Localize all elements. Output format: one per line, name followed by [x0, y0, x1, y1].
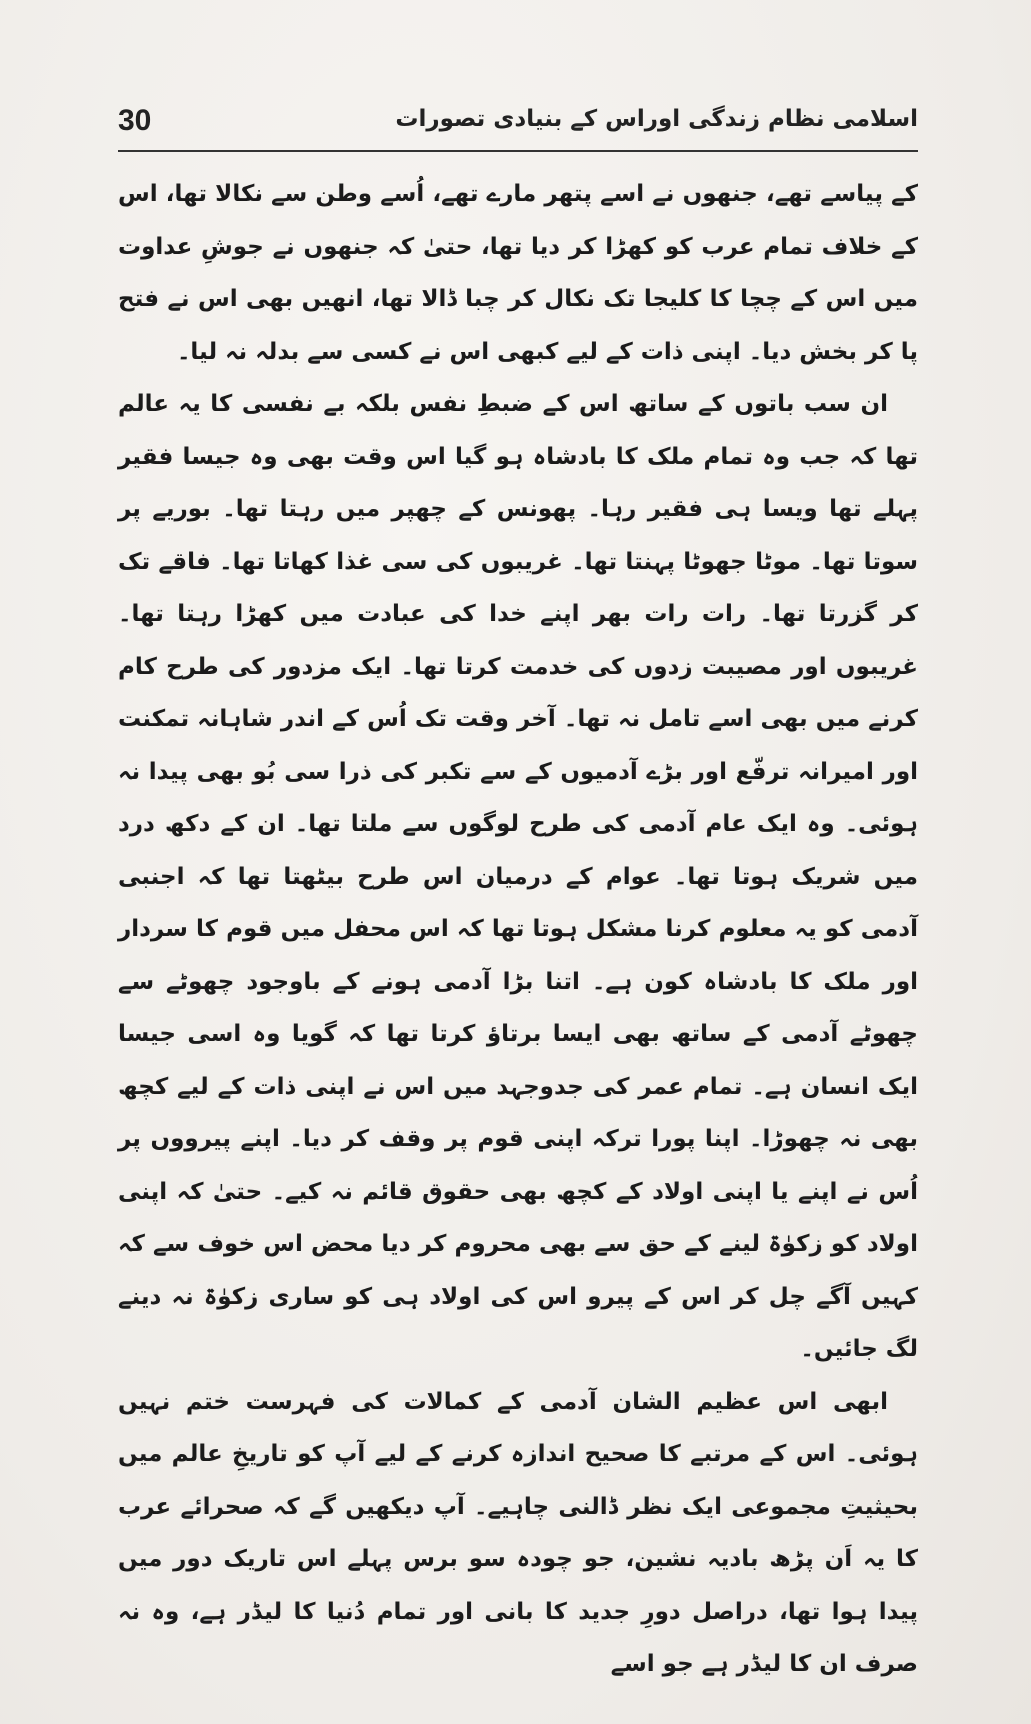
page-header — [118, 98, 918, 150]
body-text — [118, 168, 918, 1691]
paragraph-2: ان سب باتوں کے ساتھ اس کے ضبطِ نفس بلکہ بے نفسی کا یہ عالم تھا کہ جب وہ تمام ملک کا بادشاہ ہو گیا اس وقت بھی وہ جیسا فقیر پہلے تھا ویسا ہی فقیر رہا۔ پھونس کے چھپر میں رہتا تھا۔ بوریے پر سوتا تھا۔ موٹا جھوٹا پہنتا تھا۔ غریبوں کی سی غذا کھاتا تھا۔ فاقے تک کر گزرتا تھا۔ رات رات بھر اپنے خدا کی عبادت میں کھڑا رہتا تھا۔ غریبوں اور مصیبت زدوں کی خدمت کرتا تھا۔ ایک مزدور کی طرح کام کرنے میں بھی اسے تامل نہ تھا۔ آخر وقت تک اُس کے اندر شاہانہ تمکنت اور امیرانہ ترفّع اور بڑے آدمیوں کے سے تکبر کی ذرا سی بُو بھی پیدا نہ ہوئی۔ وہ ایک عام آدمی کی طرح لوگوں سے ملتا تھا۔ ان کے دکھ درد میں شریک ہوتا تھا۔ عوام کے درمیان اس طرح بیٹھتا تھا کہ اجنبی آدمی کو یہ معلوم کرنا مشکل ہوتا تھا کہ اس محفل میں قوم کا سردار اور ملک کا بادشاہ کون ہے۔ اتنا بڑا آدمی ہونے کے باوجود چھوٹے سے چھوٹے آدمی کے ساتھ بھی ایسا برتاؤ کرتا تھا کہ گویا وہ اسی جیسا ایک انسان ہے۔ تمام عمر کی جدوجہد میں اس نے اپنی ذات کے لیے کچھ بھی نہ چھوڑا۔ اپنا پورا ترکہ اپنی قوم پر وقف کر دیا۔ اپنے پیرووں پر اُس نے اپنے یا اپنی اولاد کے کچھ بھی حقوق قائم نہ کیے۔ حتیٰ کہ اپنی اولاد کو زکوٰۃ لینے کے حق سے بھی محروم کر دیا محض اس خوف سے کہ کہیں آگے چل کر اس کے پیرو اس کی اولاد ہی کو ساری زکوٰۃ نہ دینے لگ جائیں۔ — [118, 391, 918, 1362]
paragraph-1: کے پیاسے تھے، جنھوں نے اسے پتھر مارے تھے، اُسے وطن سے نکالا تھا، اس کے خلاف تمام عرب کو کھڑا کر دیا تھا، حتیٰ کہ جنھوں نے جوشِ عداوت میں اس کے چچا کا کلیجا تک نکال کر چبا ڈالا تھا، انھیں بھی اس نے فتح پا کر بخش دیا۔ اپنی ذات کے لیے کبھی اس نے کسی سے بدلہ نہ لیا۔ — [118, 181, 918, 365]
page-number: 30 — [118, 104, 152, 137]
running-title: اسلامی نظام زندگی اوراس کے بنیادی تصورات — [395, 106, 918, 132]
header-rule — [118, 150, 918, 152]
paragraph-3: ابھی اس عظیم الشان آدمی کے کمالات کی فہرست ختم نہیں ہوئی۔ اس کے مرتبے کا صحیح اندازہ کرنے کے لیے آپ کو تاریخِ عالم میں بحیثیتِ مجموعی ایک نظر ڈالنی چاہیے۔ آپ دیکھیں گے کہ صحرائے عرب کا یہ اَن پڑھ بادیہ نشین، جو چودہ سو برس پہلے اس تاریک دور میں پیدا ہوا تھا، دراصل دورِ جدید کا بانی اور تمام دُنیا کا لیڈر ہے، وہ نہ صرف ان کا لیڈر ہے جو اسے — [118, 1388, 918, 1677]
